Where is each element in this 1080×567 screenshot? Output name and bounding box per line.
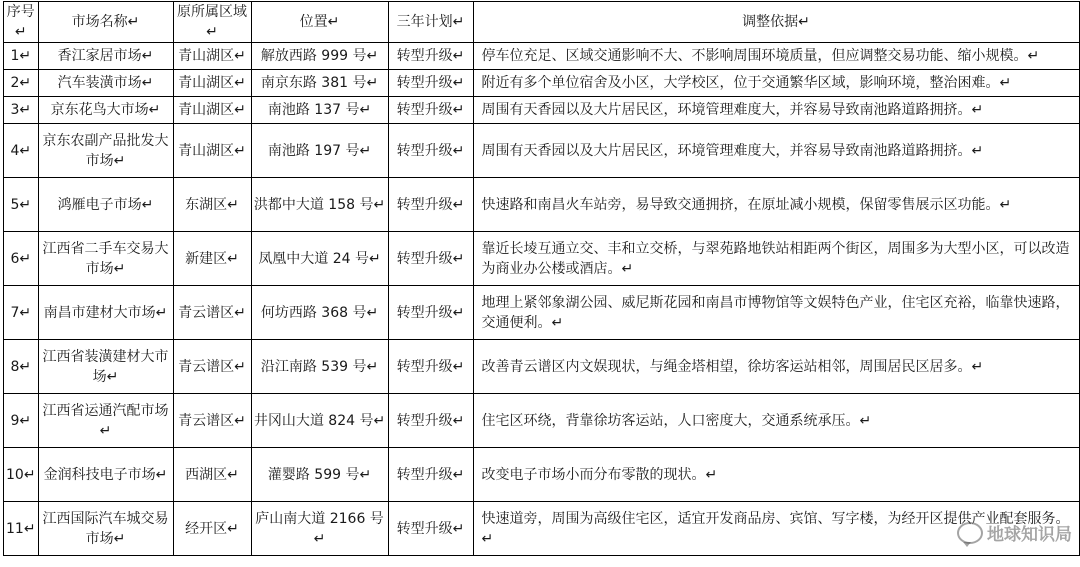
- row-no: 6↵: [4, 232, 39, 286]
- plan: 转型升级↵: [388, 340, 473, 394]
- table-row: [4, 448, 1080, 502]
- table-header-row: [4, 2, 1080, 43]
- header-market-name: 市场名称↵: [38, 2, 173, 43]
- table-row: [4, 43, 1080, 70]
- market-name: 鸿雁电子市场↵: [38, 178, 173, 232]
- market-name: 京东花鸟大市场↵: [38, 97, 173, 124]
- district: 青山湖区↵: [173, 124, 251, 178]
- row-no: 9↵: [4, 394, 39, 448]
- district: 青云谱区↵: [173, 286, 251, 340]
- location: 沿江南路 539 号↵: [251, 340, 388, 394]
- plan: 转型升级↵: [388, 502, 473, 556]
- district: 青山湖区↵: [173, 97, 251, 124]
- location: 洪都中大道 158 号↵: [251, 178, 388, 232]
- row-no: 3↵: [4, 97, 39, 124]
- table-row: [4, 340, 1080, 394]
- row-no: 11↵: [4, 502, 39, 556]
- plan: 转型升级↵: [388, 124, 473, 178]
- market-name: 京东农副产品批发大市场↵: [38, 124, 173, 178]
- basis: 停车位充足、区域交通影响不大、不影响周围环境质量，但应调整交易功能、缩小规模。↵: [473, 43, 1079, 70]
- basis: 周围有天香园以及大片居民区，环境管理难度大，并容易导致南池路道路拥挤。↵: [473, 124, 1079, 178]
- table-row: [4, 97, 1080, 124]
- row-no: 1↵: [4, 43, 39, 70]
- row-no: 8↵: [4, 340, 39, 394]
- plan: 转型升级↵: [388, 286, 473, 340]
- basis: 靠近长堎互通立交、丰和立交桥，与翠苑路地铁站相距两个街区，周围多为大型小区，可以改造为商业办公楼或酒店。↵: [473, 232, 1079, 286]
- header-no: 序号↵: [4, 2, 39, 43]
- row-no: 4↵: [4, 124, 39, 178]
- basis: 改变电子市场小而分布零散的现状。↵: [473, 448, 1079, 502]
- market-name: 江西省运通汽配市场↵: [38, 394, 173, 448]
- market-name: 香江家居市场↵: [38, 43, 173, 70]
- plan: 转型升级↵: [388, 178, 473, 232]
- header-plan: 三年计划↵: [388, 2, 473, 43]
- plan: 转型升级↵: [388, 232, 473, 286]
- basis: 附近有多个单位宿舍及小区，大学校区，位于交通繁华区域，影响环境，整治困难。↵: [473, 70, 1079, 97]
- watermark-text: 地球知识局: [987, 525, 1072, 545]
- row-no: 5↵: [4, 178, 39, 232]
- plan: 转型升级↵: [388, 70, 473, 97]
- basis: 改善青云谱区内文娱现状，与绳金塔相望，徐坊客运站相邻，周围居民区居多。↵: [473, 340, 1079, 394]
- table-row: [4, 502, 1080, 556]
- market-name: 江西省装潢建材大市场↵: [38, 340, 173, 394]
- table-row: [4, 232, 1080, 286]
- location: 庐山南大道 2166 号↵: [251, 502, 388, 556]
- district: 东湖区↵: [173, 178, 251, 232]
- district: 青山湖区↵: [173, 70, 251, 97]
- plan: 转型升级↵: [388, 448, 473, 502]
- basis: 周围有天香园以及大片居民区，环境管理难度大，并容易导致南池路道路拥挤。↵: [473, 97, 1079, 124]
- basis: 快速道旁，周围为高级住宅区，适宜开发商品房、宾馆、写字楼，为经开区提供产业配套服务。↵: [473, 502, 1079, 556]
- plan: 转型升级↵: [388, 394, 473, 448]
- location: 南京东路 381 号↵: [251, 70, 388, 97]
- plan: 转型升级↵: [388, 97, 473, 124]
- basis: 快速路和南昌火车站旁，易导致交通拥挤，在原址减小规模，保留零售展示区功能。↵: [473, 178, 1079, 232]
- table-row: [4, 124, 1080, 178]
- market-name: 江西省二手车交易大市场↵: [38, 232, 173, 286]
- table-row: [4, 394, 1080, 448]
- market-name: 江西国际汽车城交易市场↵: [38, 502, 173, 556]
- basis: 地理上紧邻象湖公园、威尼斯花园和南昌市博物馆等文娱特色产业，住宅区充裕，临靠快速路，交通便利。↵: [473, 286, 1079, 340]
- market-name: 汽车装潢市场↵: [38, 70, 173, 97]
- market-adjustment-table: [3, 1, 1080, 556]
- district: 青云谱区↵: [173, 394, 251, 448]
- location: 灌婴路 599 号↵: [251, 448, 388, 502]
- header-district: 原所属区域↵: [173, 2, 251, 43]
- location: 凤凰中大道 24 号↵: [251, 232, 388, 286]
- table-row: [4, 70, 1080, 97]
- district: 青云谱区↵: [173, 340, 251, 394]
- row-no: 7↵: [4, 286, 39, 340]
- district: 青山湖区↵: [173, 43, 251, 70]
- market-name: 南昌市建材大市场↵: [38, 286, 173, 340]
- location: 南池路 197 号↵: [251, 124, 388, 178]
- document-page: [3, 1, 1080, 556]
- location: 南池路 137 号↵: [251, 97, 388, 124]
- table-row: [4, 286, 1080, 340]
- row-no: 10↵: [4, 448, 39, 502]
- district: 新建区↵: [173, 232, 251, 286]
- location: 井冈山大道 824 号↵: [251, 394, 388, 448]
- district: 经开区↵: [173, 502, 251, 556]
- basis: 住宅区环绕，背靠徐坊客运站，人口密度大，交通系统承压。↵: [473, 394, 1079, 448]
- district: 西湖区↵: [173, 448, 251, 502]
- market-name: 金润科技电子市场↵: [38, 448, 173, 502]
- header-location: 位置↵: [251, 2, 388, 43]
- table-row: [4, 178, 1080, 232]
- header-basis: 调整依据↵: [473, 2, 1079, 43]
- location: 何坊西路 368 号↵: [251, 286, 388, 340]
- plan: 转型升级↵: [388, 43, 473, 70]
- location: 解放西路 999 号↵: [251, 43, 388, 70]
- row-no: 2↵: [4, 70, 39, 97]
